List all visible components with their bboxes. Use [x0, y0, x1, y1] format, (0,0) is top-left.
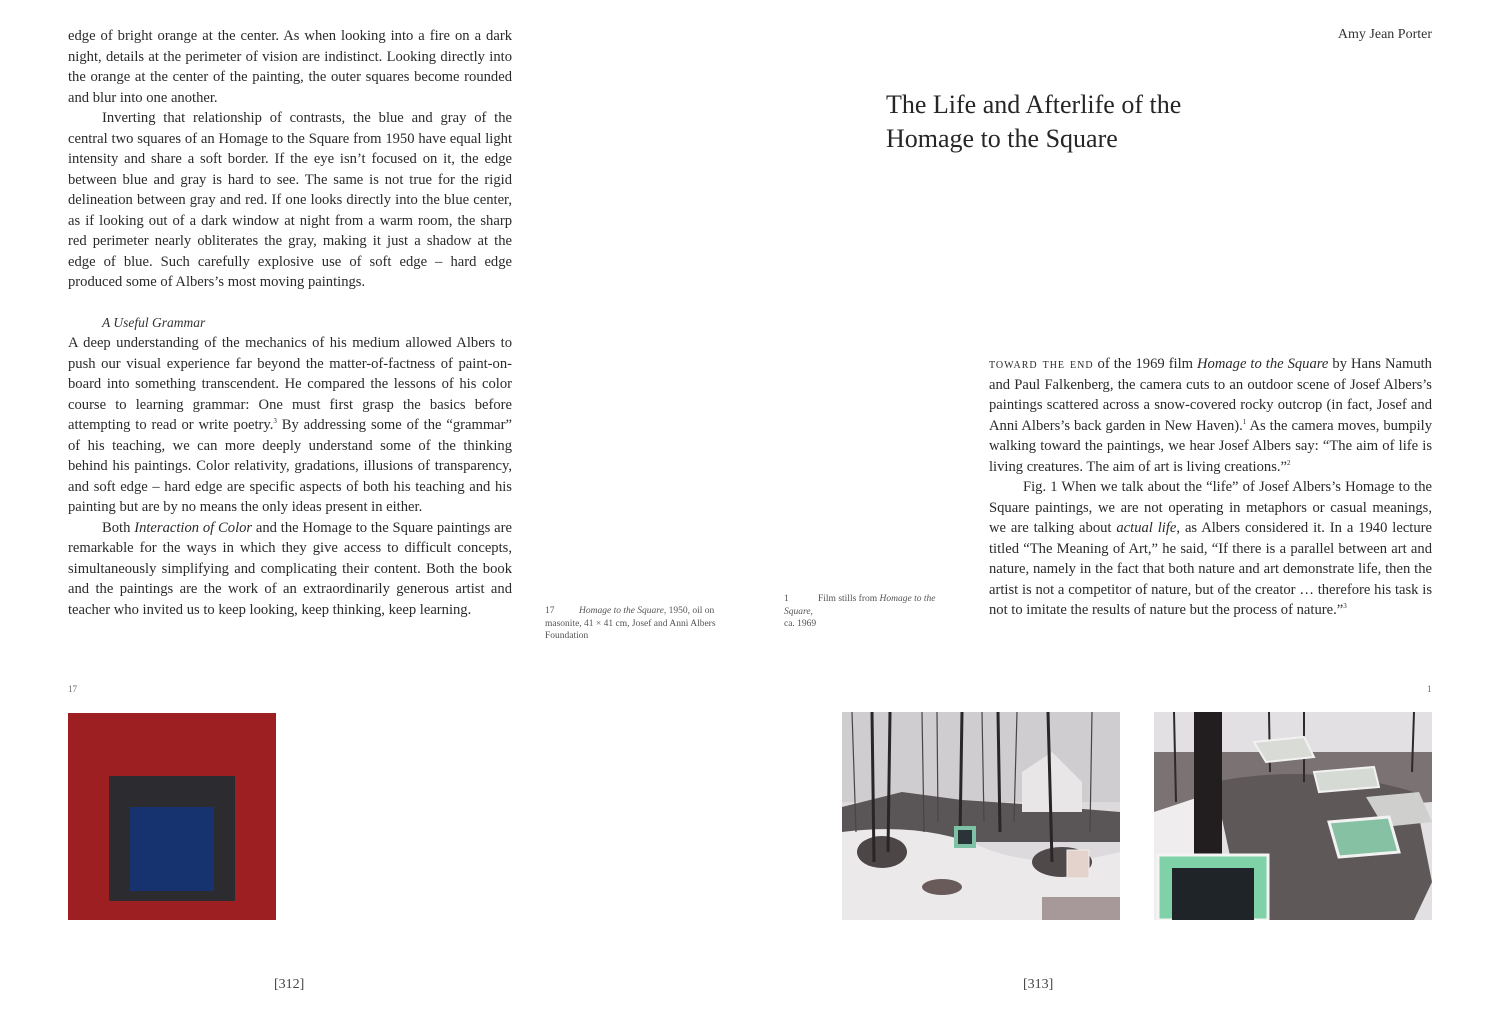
painting-inner-square — [130, 807, 214, 891]
film-still-photo-2 — [1154, 712, 1432, 920]
subheading: A Useful Grammar — [102, 314, 206, 330]
paragraph: Inverting that relationship of contrasts, the blue and gray of the central two squares of an Homage to the Square from 1950 have equal light intensity and share a soft border. If the eye isn’t focused on it, the edge between blue and gray is hard to see. The same is not true for the rigid delineation between gray and red. If one looks directly into the blue center, as if looking out of a dark window at night from a warm room, the sharp red perimeter nearly obliterates the gray, making it just a shadow at the edge of blue. Such carefully explosive use of soft edge – hard edge produced some of Albers’s most moving paintings. — [68, 110, 512, 290]
figure-caption-17: 17 Homage to the Square, 1950, oil on masonite, 41 × 41 cm, Josef and Anni Albers Foundation — [545, 606, 716, 641]
paragraph: Both Interaction of Color and the Homage to the Square paintings are remarkable for the ways in which they give access to difficult concepts, simultaneously simplifying and complicating their content. Both the book and the paintings are the work of an extraordinarily generous artist and teacher who invited us to keep looking, keep thinking, keep learning. — [68, 519, 512, 618]
painting-homage-to-the-square — [68, 713, 276, 920]
figure-number: 17 — [68, 684, 77, 694]
figure-number: 1 — [1427, 684, 1432, 694]
left-body-text — [68, 26, 512, 620]
running-head-author: Amy Jean Porter — [1337, 27, 1432, 42]
figure-caption-1: 1 Film stills from Homage to the Square, ca. 1969 — [784, 594, 936, 629]
chapter-title: The Life and Afterlife of the Homage to the Square — [886, 90, 1182, 153]
page-number-right: [313] — [1023, 977, 1054, 992]
paragraph: toward the end of the 1969 film Homage to the Square by Hans Namuth and Paul Falkenberg, the camera cuts to an outdoor scene of Josef Albers’s paintings scattered across a snow-covered rocky outcrop (in fact, Josef and Anni Albers’s back garden in New Haven).$^1$ As the camera moves, bumpily walking toward the paintings, we hear Josef Albers say: “The aim of life is living creatures. The aim of art is living creations.”$^2$ — [989, 356, 1432, 475]
right-body-text — [989, 354, 1432, 621]
paragraph: A deep understanding of the mechanics of his medium allowed Albers to push our visual experience far beyond the matter-of-factness of paint-on-board into something transcendent. He compared the lessons of his color course to learning grammar: One must first grasp the basics before attempting to read or write poetry.$^3$ By addressing some of the “grammar” of his teaching, we can more deeply understand some of the thinking behind his paintings. Color relativity, gradations, illusions of transparency, and soft edge – hard edge are specific aspects of both his teaching and his painting but are by no means the only ideas present in either. — [68, 335, 512, 515]
page-number-left: [312] — [274, 977, 305, 992]
film-still-photo-1 — [842, 712, 1120, 920]
paragraph: Fig. 1 When we talk about the “life” of Josef Albers’s Homage to the Square paintings, we are not operating in metaphors or casual meanings, we are talking about actual life, as Albers considered it. In a 1940 lecture titled “The Meaning of Art,” he said, “If there is a parallel between art and nature, namely in the fact that both nature and art demonstrate life, then the artist is not a competitor of nature, but of the creator … therefore his task is not to imitate the results of nature but the process of nature.”$^3$ — [989, 479, 1432, 618]
paragraph: edge of bright orange at the center. As when looking into a fire on a dark night, details at the perimeter of vision are indistinct. Looking directly into the orange at the center of the painting, the outer squares become rounded and blur into one another. — [68, 28, 512, 106]
